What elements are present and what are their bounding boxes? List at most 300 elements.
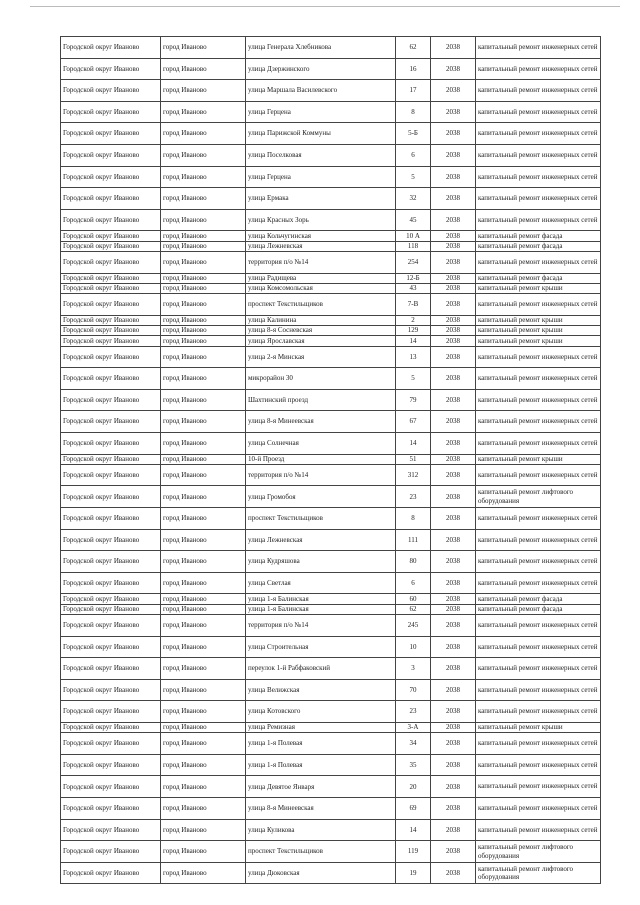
table-row [61,594,601,604]
year-cell: 2038 [431,123,476,145]
work-type-cell: капитальный ремонт фасада [476,273,601,283]
city-cell: город Иваново [161,273,246,283]
city-cell: город Иваново [161,754,246,776]
table-row [61,701,601,723]
district-cell: Городской округ Иваново [61,231,161,241]
city-cell: город Иваново [161,615,246,637]
work-type-cell: капитальный ремонт инженерных сетей [476,101,601,123]
work-type-cell: капитальный ремонт фасада [476,231,601,241]
work-type-cell: капитальный ремонт фасада [476,241,601,251]
street-cell: улица Солнечная [246,432,396,454]
house-number-cell: 10 А [396,231,431,241]
year-cell: 2038 [431,336,476,346]
year-cell: 2038 [431,776,476,798]
district-cell: Городской округ Иваново [61,294,161,316]
city-cell: город Иваново [161,529,246,551]
district-cell: Городской округ Иваново [61,594,161,604]
house-number-cell: 312 [396,464,431,486]
work-type-cell: капитальный ремонт инженерных сетей [476,251,601,273]
year-cell: 2038 [431,841,476,863]
house-number-cell: 2 [396,315,431,325]
street-cell: 10-й Проезд [246,454,396,464]
street-cell: улица Светлая [246,572,396,594]
table-row [61,432,601,454]
house-number-cell: 10 [396,636,431,658]
city-cell: город Иваново [161,572,246,594]
city-cell: город Иваново [161,464,246,486]
district-cell: Городской округ Иваново [61,251,161,273]
city-cell: город Иваново [161,123,246,145]
year-cell: 2038 [431,658,476,680]
city-cell: город Иваново [161,346,246,368]
year-cell: 2038 [431,551,476,573]
street-cell: улица 8-я Минеевская [246,411,396,433]
house-number-cell: 118 [396,241,431,251]
district-cell: Городской округ Иваново [61,411,161,433]
work-type-cell: капитальный ремонт инженерных сетей [476,679,601,701]
table-row [61,144,601,166]
house-number-cell: 245 [396,615,431,637]
year-cell: 2038 [431,283,476,293]
table-row [61,389,601,411]
district-cell: Городской округ Иваново [61,776,161,798]
house-number-cell: 79 [396,389,431,411]
year-cell: 2038 [431,754,476,776]
street-cell: улица 8-я Сосневская [246,326,396,336]
street-cell: улица Дзержинского [246,58,396,80]
house-number-cell: 35 [396,754,431,776]
street-cell: улица Радищева [246,273,396,283]
work-type-cell: капитальный ремонт инженерных сетей [476,37,601,59]
street-cell: территория п/о №14 [246,615,396,637]
house-number-cell: 17 [396,80,431,102]
district-cell: Городской округ Иваново [61,841,161,863]
street-cell: улица Лежневская [246,241,396,251]
city-cell: город Иваново [161,231,246,241]
work-type-cell: капитальный ремонт крыши [476,283,601,293]
year-cell: 2038 [431,594,476,604]
table-row [61,58,601,80]
work-type-cell: капитальный ремонт инженерных сетей [476,209,601,231]
table-row [61,283,601,293]
work-type-cell: капитальный ремонт лифтового оборудования [476,486,601,508]
year-cell: 2038 [431,209,476,231]
city-cell: город Иваново [161,188,246,210]
year-cell: 2038 [431,679,476,701]
city-cell: город Иваново [161,251,246,273]
work-type-cell: капитальный ремонт фасада [476,594,601,604]
street-cell: улица Девятое Января [246,776,396,798]
year-cell: 2038 [431,733,476,755]
street-cell: улица Калинина [246,315,396,325]
work-type-cell: капитальный ремонт инженерных сетей [476,144,601,166]
house-number-cell: 5 [396,166,431,188]
city-cell: город Иваново [161,733,246,755]
house-number-cell: 62 [396,37,431,59]
district-cell: Городской округ Иваново [61,123,161,145]
table-row [61,862,601,884]
district-cell: Городской округ Иваново [61,326,161,336]
table-row [61,636,601,658]
work-type-cell: капитальный ремонт крыши [476,315,601,325]
work-type-cell: капитальный ремонт инженерных сетей [476,733,601,755]
house-number-cell: 67 [396,411,431,433]
work-type-cell: капитальный ремонт инженерных сетей [476,432,601,454]
city-cell: город Иваново [161,454,246,464]
table-row [61,551,601,573]
year-cell: 2038 [431,389,476,411]
table-row [61,241,601,251]
work-type-cell: капитальный ремонт инженерных сетей [476,389,601,411]
year-cell: 2038 [431,529,476,551]
city-cell: город Иваново [161,723,246,733]
work-type-cell: капитальный ремонт инженерных сетей [476,80,601,102]
district-cell: Городской округ Иваново [61,658,161,680]
year-cell: 2038 [431,231,476,241]
city-cell: город Иваново [161,411,246,433]
street-cell: улица Куликова [246,819,396,841]
table-row [61,251,601,273]
house-number-cell: 23 [396,486,431,508]
year-cell: 2038 [431,241,476,251]
house-number-cell: 69 [396,798,431,820]
city-cell: город Иваново [161,144,246,166]
district-cell: Городской округ Иваново [61,315,161,325]
house-number-cell: 14 [396,432,431,454]
house-number-cell: 34 [396,733,431,755]
house-number-cell: 51 [396,454,431,464]
house-number-cell: 43 [396,283,431,293]
district-cell: Городской округ Иваново [61,273,161,283]
street-cell: улица 8-я Минеевская [246,798,396,820]
work-type-cell: капитальный ремонт инженерных сетей [476,551,601,573]
house-number-cell: 80 [396,551,431,573]
house-number-cell: 3 [396,658,431,680]
table-row [61,754,601,776]
year-cell: 2038 [431,273,476,283]
table-row [61,798,601,820]
year-cell: 2038 [431,862,476,884]
table-row [61,294,601,316]
work-type-cell: капитальный ремонт крыши [476,454,601,464]
city-cell: город Иваново [161,776,246,798]
street-cell: проспект Текстильщиков [246,294,396,316]
street-cell: территория п/о №14 [246,251,396,273]
work-type-cell: капитальный ремонт инженерных сетей [476,188,601,210]
city-cell: город Иваново [161,551,246,573]
work-type-cell: капитальный ремонт лифтового оборудования [476,841,601,863]
work-type-cell: капитальный ремонт фасада [476,604,601,614]
street-cell: улица Котовского [246,701,396,723]
year-cell: 2038 [431,464,476,486]
district-cell: Городской округ Иваново [61,819,161,841]
street-cell: улица Строительная [246,636,396,658]
street-cell: улица Парижской Коммуны [246,123,396,145]
table-row [61,776,601,798]
table-row [61,37,601,59]
work-type-cell: капитальный ремонт инженерных сетей [476,294,601,316]
house-number-cell: 23 [396,701,431,723]
district-cell: Городской округ Иваново [61,486,161,508]
district-cell: Городской округ Иваново [61,508,161,530]
year-cell: 2038 [431,315,476,325]
city-cell: город Иваново [161,389,246,411]
district-cell: Городской округ Иваново [61,615,161,637]
street-cell: улица 1-я Полевая [246,733,396,755]
street-cell: улица Герцена [246,101,396,123]
table-row [61,454,601,464]
district-cell: Городской округ Иваново [61,368,161,390]
year-cell: 2038 [431,604,476,614]
district-cell: Городской округ Иваново [61,432,161,454]
city-cell: город Иваново [161,58,246,80]
table-row [61,679,601,701]
city-cell: город Иваново [161,701,246,723]
year-cell: 2038 [431,615,476,637]
city-cell: город Иваново [161,862,246,884]
scan-top-edge [30,6,620,7]
city-cell: город Иваново [161,315,246,325]
year-cell: 2038 [431,723,476,733]
city-cell: город Иваново [161,594,246,604]
street-cell: улица Кудряшова [246,551,396,573]
work-type-cell: капитальный ремонт крыши [476,336,601,346]
city-cell: город Иваново [161,101,246,123]
table-row [61,841,601,863]
street-cell: переулок 1-й Рабфаковский [246,658,396,680]
table-row [61,572,601,594]
district-cell: Городской округ Иваново [61,241,161,251]
district-cell: Городской округ Иваново [61,58,161,80]
year-cell: 2038 [431,819,476,841]
year-cell: 2038 [431,636,476,658]
table-row [61,604,601,614]
year-cell: 2038 [431,58,476,80]
house-number-cell: 6 [396,572,431,594]
year-cell: 2038 [431,326,476,336]
house-number-cell: 45 [396,209,431,231]
year-cell: 2038 [431,188,476,210]
district-cell: Городской округ Иваново [61,454,161,464]
house-number-cell: 12-Б [396,273,431,283]
house-number-cell: 70 [396,679,431,701]
year-cell: 2038 [431,572,476,594]
district-cell: Городской округ Иваново [61,209,161,231]
city-cell: город Иваново [161,336,246,346]
city-cell: город Иваново [161,432,246,454]
city-cell: город Иваново [161,326,246,336]
city-cell: город Иваново [161,486,246,508]
table-row [61,508,601,530]
street-cell: улица Дюковская [246,862,396,884]
year-cell: 2038 [431,144,476,166]
city-cell: город Иваново [161,841,246,863]
house-number-cell: 19 [396,862,431,884]
house-number-cell: 60 [396,594,431,604]
table-row [61,231,601,241]
house-number-cell: 62 [396,604,431,614]
house-number-cell: 13 [396,346,431,368]
work-type-cell: капитальный ремонт инженерных сетей [476,754,601,776]
year-cell: 2038 [431,486,476,508]
year-cell: 2038 [431,101,476,123]
street-cell: улица Поселковая [246,144,396,166]
house-number-cell: 3-А [396,723,431,733]
work-type-cell: капитальный ремонт инженерных сетей [476,776,601,798]
year-cell: 2038 [431,701,476,723]
street-cell: улица 1-я Балинская [246,604,396,614]
table-row [61,346,601,368]
district-cell: Городской округ Иваново [61,80,161,102]
house-number-cell: 16 [396,58,431,80]
work-type-cell: капитальный ремонт инженерных сетей [476,572,601,594]
district-cell: Городской округ Иваново [61,572,161,594]
repair-schedule-table [60,36,601,884]
city-cell: город Иваново [161,679,246,701]
district-cell: Городской округ Иваново [61,101,161,123]
district-cell: Городской округ Иваново [61,464,161,486]
city-cell: город Иваново [161,819,246,841]
district-cell: Городской округ Иваново [61,604,161,614]
city-cell: город Иваново [161,209,246,231]
district-cell: Городской округ Иваново [61,346,161,368]
city-cell: город Иваново [161,368,246,390]
district-cell: Городской округ Иваново [61,733,161,755]
district-cell: Городской округ Иваново [61,701,161,723]
street-cell: улица Ярославская [246,336,396,346]
work-type-cell: капитальный ремонт инженерных сетей [476,508,601,530]
city-cell: город Иваново [161,37,246,59]
year-cell: 2038 [431,346,476,368]
year-cell: 2038 [431,294,476,316]
street-cell: улица Комсомольская [246,283,396,293]
street-cell: улица Герцена [246,166,396,188]
table-row [61,188,601,210]
year-cell: 2038 [431,411,476,433]
district-cell: Городской округ Иваново [61,529,161,551]
table-row [61,273,601,283]
house-number-cell: 129 [396,326,431,336]
table-row [61,123,601,145]
district-cell: Городской округ Иваново [61,798,161,820]
work-type-cell: капитальный ремонт инженерных сетей [476,819,601,841]
district-cell: Городской округ Иваново [61,754,161,776]
street-cell: улица Велижская [246,679,396,701]
street-cell: улица Громобоя [246,486,396,508]
district-cell: Городской округ Иваново [61,144,161,166]
street-cell: улица Ермака [246,188,396,210]
street-cell: улица Ремизная [246,723,396,733]
work-type-cell: капитальный ремонт инженерных сетей [476,346,601,368]
city-cell: город Иваново [161,636,246,658]
house-number-cell: 6 [396,144,431,166]
street-cell: проспект Текстильщиков [246,508,396,530]
year-cell: 2038 [431,251,476,273]
table-row [61,615,601,637]
district-cell: Городской округ Иваново [61,166,161,188]
house-number-cell: 20 [396,776,431,798]
district-cell: Городской округ Иваново [61,336,161,346]
street-cell: улица 2-я Минская [246,346,396,368]
table-row [61,368,601,390]
street-cell: улица Кольчугинская [246,231,396,241]
work-type-cell: капитальный ремонт инженерных сетей [476,411,601,433]
table-row [61,209,601,231]
year-cell: 2038 [431,508,476,530]
work-type-cell: капитальный ремонт крыши [476,326,601,336]
street-cell: улица 1-я Балинская [246,594,396,604]
work-type-cell: капитальный ремонт инженерных сетей [476,123,601,145]
house-number-cell: 7-В [396,294,431,316]
table-row [61,80,601,102]
year-cell: 2038 [431,798,476,820]
table-row [61,723,601,733]
house-number-cell: 14 [396,819,431,841]
house-number-cell: 32 [396,188,431,210]
street-cell: улица Генерала Хлебникова [246,37,396,59]
table-row [61,326,601,336]
work-type-cell: капитальный ремонт инженерных сетей [476,701,601,723]
district-cell: Городской округ Иваново [61,188,161,210]
street-cell: проспект Текстильщиков [246,841,396,863]
year-cell: 2038 [431,37,476,59]
house-number-cell: 5-Б [396,123,431,145]
table-body [61,37,601,884]
work-type-cell: капитальный ремонт инженерных сетей [476,368,601,390]
table-row [61,166,601,188]
work-type-cell: капитальный ремонт инженерных сетей [476,798,601,820]
work-type-cell: капитальный ремонт инженерных сетей [476,58,601,80]
house-number-cell: 111 [396,529,431,551]
year-cell: 2038 [431,432,476,454]
city-cell: город Иваново [161,798,246,820]
district-cell: Городской округ Иваново [61,723,161,733]
street-cell: территория п/о №14 [246,464,396,486]
work-type-cell: капитальный ремонт лифтового оборудования [476,862,601,884]
city-cell: город Иваново [161,658,246,680]
work-type-cell: капитальный ремонт инженерных сетей [476,166,601,188]
city-cell: город Иваново [161,166,246,188]
table-row [61,658,601,680]
work-type-cell: капитальный ремонт инженерных сетей [476,658,601,680]
year-cell: 2038 [431,80,476,102]
work-type-cell: капитальный ремонт инженерных сетей [476,529,601,551]
work-type-cell: капитальный ремонт инженерных сетей [476,636,601,658]
city-cell: город Иваново [161,241,246,251]
street-cell: улица Лежневская [246,529,396,551]
table-row [61,464,601,486]
street-cell: улица 1-я Полевая [246,754,396,776]
house-number-cell: 119 [396,841,431,863]
house-number-cell: 254 [396,251,431,273]
street-cell: улица Маршала Василевского [246,80,396,102]
house-number-cell: 14 [396,336,431,346]
work-type-cell: капитальный ремонт инженерных сетей [476,464,601,486]
district-cell: Городской округ Иваново [61,679,161,701]
district-cell: Городской округ Иваново [61,389,161,411]
city-cell: город Иваново [161,283,246,293]
house-number-cell: 5 [396,368,431,390]
city-cell: город Иваново [161,294,246,316]
year-cell: 2038 [431,368,476,390]
table-row [61,529,601,551]
table-row [61,486,601,508]
table-row [61,733,601,755]
work-type-cell: капитальный ремонт инженерных сетей [476,615,601,637]
work-type-cell: капитальный ремонт крыши [476,723,601,733]
district-cell: Городской округ Иваново [61,636,161,658]
year-cell: 2038 [431,454,476,464]
